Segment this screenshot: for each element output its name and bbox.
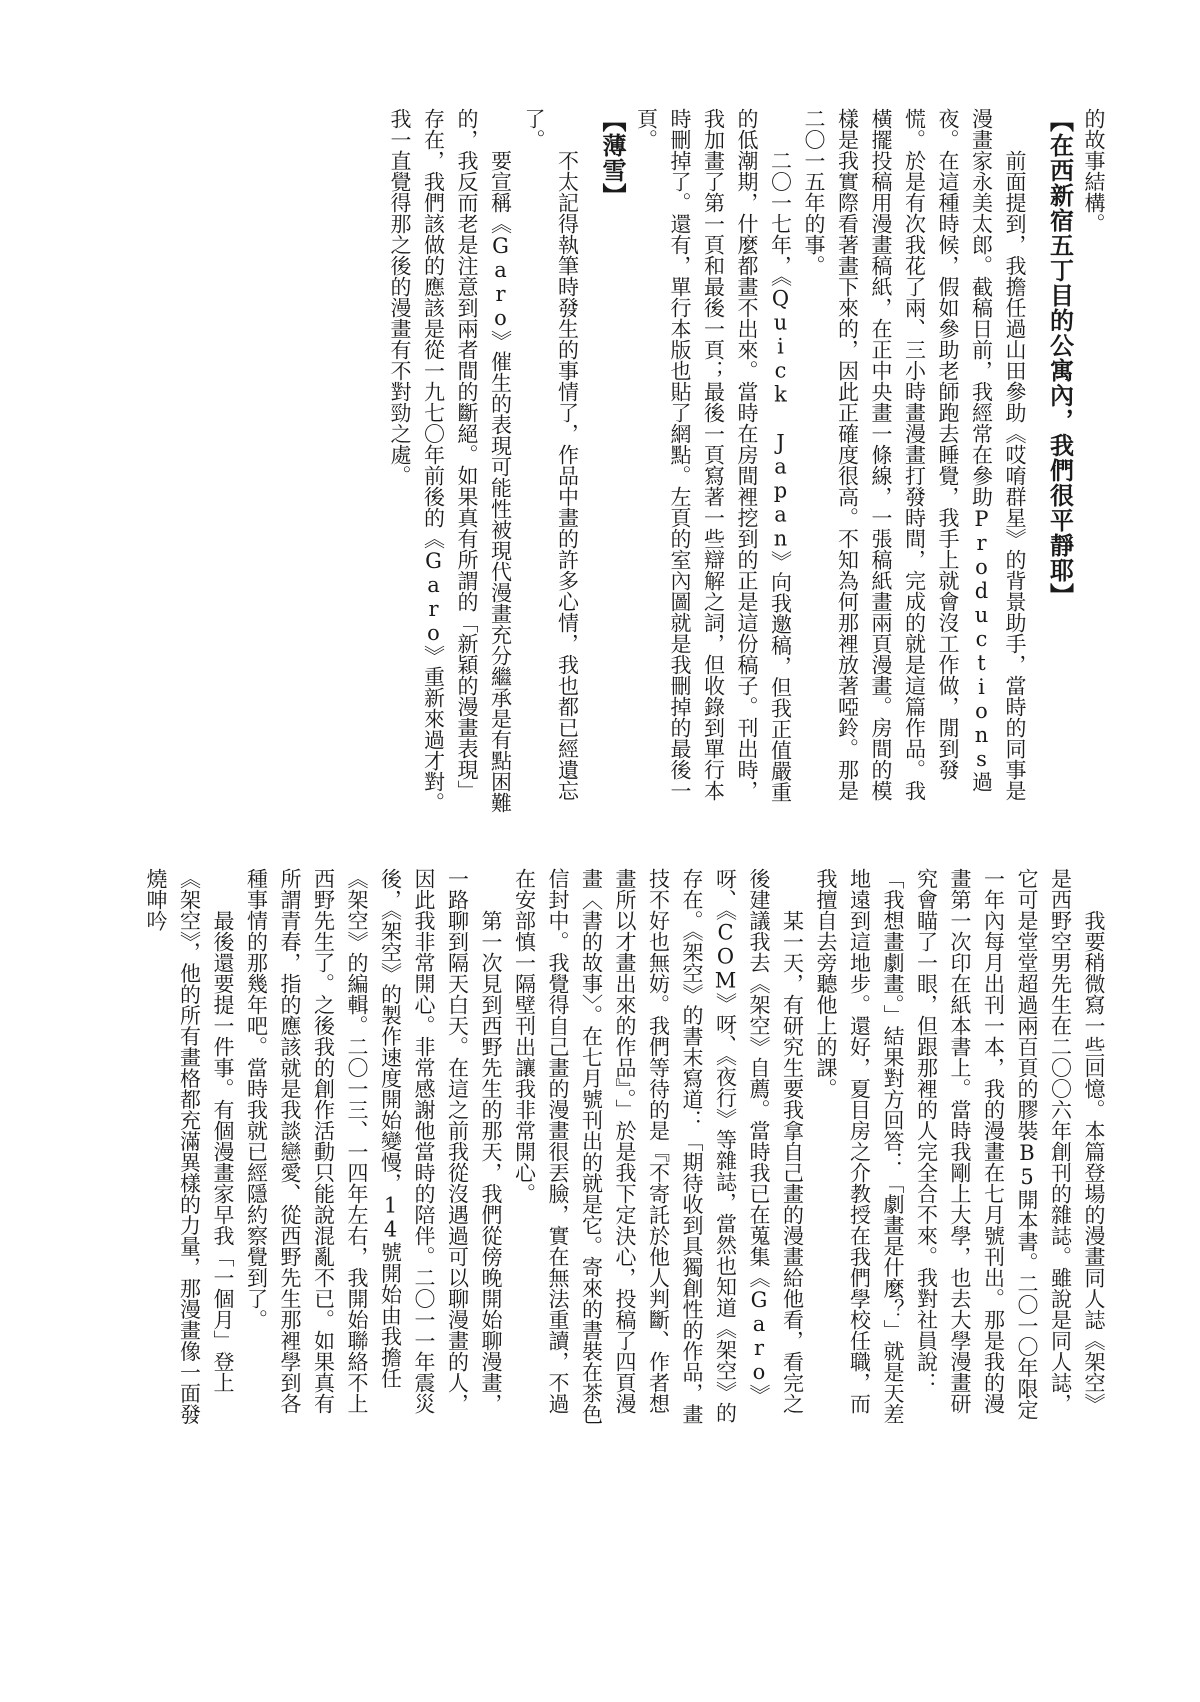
section-heading-nishishinjuku: 【在西新宿五丁目的公寓內，我們很平靜耶】 <box>1045 108 1075 608</box>
paragraph-nishishinjuku-2: 二〇一七年，《Quick Japan》向我邀稿，但我正值嚴重的低潮期，什麼都畫不出來。當時在房間裡挖到的正是這份稿子。刊出時，我加畫了第一頁和最後一頁；最後一頁寫著一些辯解之詞，但收錄到單行本時刪掉了。還有，單行本版也貼了網點。左頁的室內圖就是我刪掉的最後一頁。 <box>634 108 793 803</box>
paragraph-kakuu-3: 第一次見到西野先生的那天，我們從傍晚開始聊漫畫，一路聊到隔天白天。在這之前我從沒遇過可以聊漫畫的人，因此我非常開心。非常感謝他當時的陪伴。二〇一一年震災後，《架空》的製作速度開始變慢，14號開始由我擔任《架空》的編輯。二〇一三、一四年左右，我開始聯絡不上西野先生了。之後我的創作活動只能說混亂不已。如果真有所謂青春，指的應該就是我談戀愛、從西野先生那裡學到各種事情的那幾年吧。當時我就已經隱約察覺到了。 <box>244 868 503 1414</box>
upper-text-block <box>110 108 1110 813</box>
paragraph-usuyuki-1: 不太記得執筆時發生的事情了，作品中畫的許多心情，我也都已經遺忘了。 <box>522 108 580 801</box>
paragraph-kakuu-1: 我要稍微寫一些回憶。本篇登場的漫畫同人誌《架空》是西野空男先生在二〇〇六年創刊的雜誌。雖說是同人誌，它可是堂堂超過兩百頁的膠裝B5開本書。二〇一〇年限定一年內每月出刊一本，我的漫畫在七月號刊出。那是我的漫畫第一次印在紙本書上。當時我剛上大學，也去大學漫畫研究會瞄了一眼，但跟那裡的人完全合不來。我對社員說：「我想畫劇畫。」結果對方回答：「劇畫是什麼？」就是天差地遠到這地步。還好，夏目房之介教授在我們學校任職，而我擅自去旁聽他上的課。 <box>814 868 1106 1425</box>
paragraph-nishishinjuku-1: 前面提到，我擔任過山田參助《哎唷群星》的背景助手，當時的同事是漫畫家永美太郎。截稿日前，我經常在參助Productions過夜。在這種時候，假如參助老師跑去睡覺，我手上就會沒工作做，閒到發慌。於是有次我花了兩、三小時畫漫畫打發時間，完成的就是這篇作品。我橫擺投稿用漫畫稿紙，在正中央畫一條線，一張稿紙畫兩頁漫畫。房間的模樣是我實際看著畫下來的，因此正確度很高。不知為何那裡放著啞鈴。那是二〇一五年的事。 <box>802 108 1027 801</box>
paragraph-continuation: 的故事結構。 <box>1082 108 1106 234</box>
paragraph-usuyuki-2: 要宣稱《Garo》催生的表現可能性被現代漫畫充分繼承是有點困難的，我反而老是注意到兩者間的斷絕。如果真有所謂的「新穎的漫畫表現」存在，我們該做的應該是從一九七〇年前後的《Garo》重新來過才對。我一直覺得那之後的漫畫有不對勁之處。 <box>388 108 513 813</box>
paragraph-kakuu-4: 最後還要提一件事。有個漫畫家早我「一個月」登上《架空》，他的所有畫格都充滿異樣的力量，那漫畫像一面發燒呻吟 <box>144 868 235 1425</box>
section-heading-usuyuki: 【薄雪】 <box>598 108 627 208</box>
lower-text-block <box>144 868 1110 1428</box>
paragraph-kakuu-2: 某一天，有研究生要我拿自己畫的漫畫給他看，看完之後建議我去《架空》自薦。當時我已在蒐集《Garo》呀、《COM》呀、《夜行》等雜誌，當然也知道《架空》的存在。《架空》的書末寫道：「期待收到具獨創性的作品，畫技不好也無妨。我們等待的是『不寄託於他人判斷、作者想畫所以才畫出來的作品』。」於是我下定決心，投稿了四頁漫畫〈書的故事〉。在七月號刊出的就是它。寄來的書裝在茶色信封中。我覺得自己畫的漫畫很丟臉，實在無法重讀，不過在安部慎一隔壁刊出讓我非常開心。 <box>512 868 805 1425</box>
